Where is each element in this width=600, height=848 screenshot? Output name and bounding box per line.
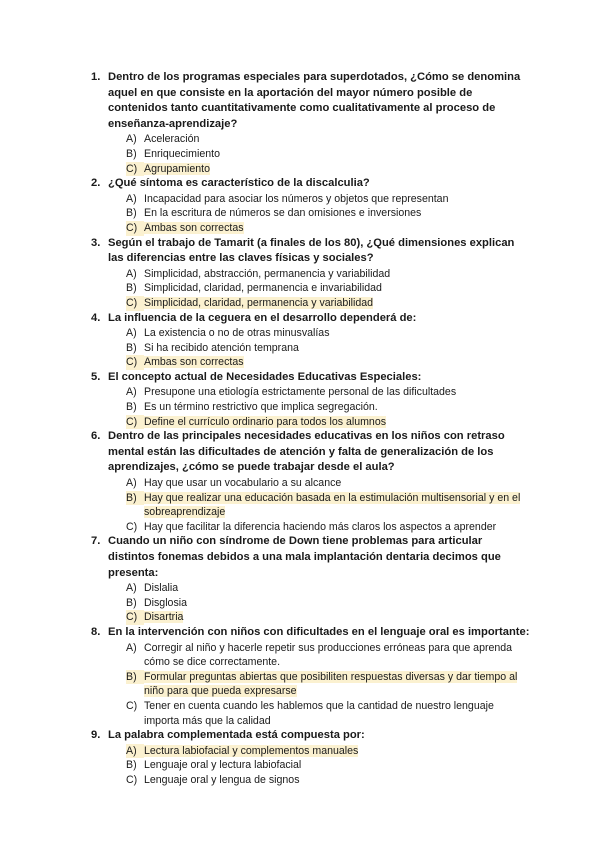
answer-option <box>126 699 531 728</box>
option-text-wrapper <box>144 206 531 221</box>
question-text: Según el trabajo de Tamarit (a finales de los 80), ¿Qué dimensiones explican las diferencias entre las claves físicas y sociales? <box>108 236 515 265</box>
question-number: 5. <box>91 370 101 383</box>
option-letter: B) <box>126 282 137 295</box>
option-text-wrapper <box>144 670 531 699</box>
question-header <box>91 728 531 744</box>
answer-option <box>126 581 531 596</box>
option-letter: C) <box>126 699 138 712</box>
answer-options <box>126 385 531 429</box>
question-number: 3. <box>91 236 101 249</box>
option-letter: A) <box>126 133 137 146</box>
answer-option <box>126 520 531 535</box>
option-letter: A) <box>126 477 137 490</box>
answer-option <box>126 596 531 611</box>
question-text: La palabra complementada está compuesta por: <box>108 729 365 742</box>
option-letter: C) <box>126 355 144 370</box>
option-text-wrapper <box>144 491 531 520</box>
option-text: Simplicidad, claridad, permanencia e invariabilidad <box>144 282 382 295</box>
option-letter: A) <box>126 582 137 595</box>
option-text: Lectura labiofacial y complementos manuales <box>144 744 359 757</box>
option-letter: B) <box>126 401 137 414</box>
option-letter: C) <box>126 610 144 625</box>
option-text-wrapper <box>144 596 531 611</box>
option-letter: C) <box>126 162 144 177</box>
option-letter: C) <box>126 773 138 786</box>
option-text: Presupone una etiología estrictamente personal de las dificultades <box>144 386 457 399</box>
option-text: Dislalia <box>144 582 179 595</box>
option-letter: A) <box>126 192 137 205</box>
question-header <box>91 176 531 192</box>
option-text-wrapper <box>144 758 531 773</box>
question-text: ¿Qué síntoma es característico de la discalculia? <box>108 177 370 190</box>
option-letter: C) <box>126 296 144 311</box>
question-3 <box>91 236 531 311</box>
question-header <box>91 534 531 581</box>
answer-option-correct <box>126 355 531 370</box>
question-header <box>91 429 531 476</box>
option-text: Tener en cuenta cuando les hablemos que la cantidad de nuestro lenguaje importa más que la calidad <box>144 699 494 727</box>
option-text: Hay que usar un vocabulario a su alcance <box>144 477 342 490</box>
option-text-wrapper <box>144 341 531 356</box>
option-text: Define el currículo ordinario para todos los alumnos <box>144 415 387 428</box>
question-1 <box>91 70 531 176</box>
answer-option <box>126 326 531 341</box>
question-text: Dentro de los programas especiales para superdotados, ¿Cómo se denomina aquel en que consiste en la aportación del mayor número posible de contenidos tanto cuantitativamente como cualitativamente al proceso de enseñanza-aprendizaje? <box>108 71 521 130</box>
option-text-wrapper <box>144 610 531 625</box>
question-number: 2. <box>91 177 101 190</box>
answer-option <box>126 147 531 162</box>
question-text: La influencia de la ceguera en el desarrollo dependerá de: <box>108 311 417 324</box>
option-letter: A) <box>126 267 137 280</box>
option-text: Formular preguntas abiertas que posibiliten respuestas diversas y dar tiempo al niño para que pueda expresarse <box>144 670 518 698</box>
option-text-wrapper <box>144 221 531 236</box>
question-text: En la intervención con niños con dificultades en el lenguaje oral es importante: <box>108 625 530 638</box>
option-letter: B) <box>126 491 144 506</box>
answer-option-correct <box>126 491 531 520</box>
question-9 <box>91 728 531 787</box>
option-text: Disglosia <box>144 596 187 609</box>
answer-option <box>126 400 531 415</box>
answer-option-correct <box>126 670 531 699</box>
option-letter: B) <box>126 207 137 220</box>
answer-option-correct <box>126 610 531 625</box>
question-4 <box>91 311 531 370</box>
option-text: Lenguaje oral y lectura labiofacial <box>144 759 302 772</box>
answer-option <box>126 132 531 147</box>
option-text: En la escritura de números se dan omisiones e inversiones <box>144 207 422 220</box>
question-8 <box>91 625 531 728</box>
option-text: Simplicidad, claridad, permanencia y variabilidad <box>144 296 374 309</box>
option-text-wrapper <box>144 147 531 162</box>
option-text: Agrupamiento <box>144 162 210 175</box>
question-5 <box>91 370 531 429</box>
option-letter: C) <box>126 221 144 236</box>
answer-options <box>126 267 531 311</box>
answer-option <box>126 641 531 670</box>
option-text: Hay que facilitar la diferencia haciendo más claros los aspectos a aprender <box>144 520 497 533</box>
option-text: Es un término restrictivo que implica segregación. <box>144 401 378 414</box>
option-letter: B) <box>126 341 137 354</box>
option-text-wrapper <box>144 520 531 535</box>
answer-option <box>126 476 531 491</box>
option-text: La existencia o no de otras minusvalías <box>144 327 330 340</box>
question-header <box>91 70 531 132</box>
option-text: Ambas son correctas <box>144 356 244 369</box>
option-text-wrapper <box>144 400 531 415</box>
option-text-wrapper <box>144 581 531 596</box>
option-text-wrapper <box>144 744 531 759</box>
answer-option <box>126 192 531 207</box>
question-text: Cuando un niño con síndrome de Down tiene problemas para articular distintos fonemas debidos a una mala implantación dentaria decimos que presenta: <box>108 535 501 579</box>
option-letter: C) <box>126 415 144 430</box>
question-number: 4. <box>91 311 101 324</box>
option-letter: C) <box>126 520 138 533</box>
answer-options <box>126 132 531 176</box>
question-number: 8. <box>91 625 101 638</box>
option-text: Enriquecimiento <box>144 147 220 160</box>
answer-options <box>126 476 531 534</box>
question-header <box>91 370 531 386</box>
option-letter: B) <box>126 759 137 772</box>
option-text-wrapper <box>144 281 531 296</box>
answer-options <box>126 581 531 625</box>
option-text: Hay que realizar una educación basada en la estimulación multisensorial y en el sobreaprendizaje <box>144 491 521 519</box>
answer-option-correct <box>126 221 531 236</box>
question-list <box>91 70 531 788</box>
answer-option-correct <box>126 296 531 311</box>
answer-options <box>126 192 531 236</box>
option-letter: A) <box>126 327 137 340</box>
question-text: Dentro de las principales necesidades educativas en los niños con retraso mental están las dificultades de atención y falta de generalización de los aprendizajes, ¿cómo se puede trabajar desde el aula? <box>108 430 505 474</box>
option-text: Incapacidad para asociar los números y objetos que representan <box>144 192 449 205</box>
question-header <box>91 236 531 267</box>
option-text: Disartria <box>144 611 184 624</box>
question-text: El concepto actual de Necesidades Educativas Especiales: <box>108 370 422 383</box>
option-text-wrapper <box>144 415 531 430</box>
answer-option <box>126 206 531 221</box>
answer-option <box>126 385 531 400</box>
option-text-wrapper <box>144 326 531 341</box>
option-text-wrapper <box>144 641 531 670</box>
answer-option <box>126 281 531 296</box>
option-text-wrapper <box>144 267 531 282</box>
option-text-wrapper <box>144 192 531 207</box>
option-letter: B) <box>126 596 137 609</box>
question-number: 1. <box>91 71 101 83</box>
answer-option <box>126 758 531 773</box>
option-letter: B) <box>126 147 137 160</box>
answer-option <box>126 267 531 282</box>
question-number: 7. <box>91 535 101 548</box>
option-text: Lenguaje oral y lengua de signos <box>144 773 300 786</box>
option-text: Simplicidad, abstracción, permanencia y variabilidad <box>144 267 391 280</box>
answer-options <box>126 641 531 729</box>
question-2 <box>91 176 531 235</box>
option-text-wrapper <box>144 132 531 147</box>
option-text-wrapper <box>144 355 531 370</box>
answer-option-correct <box>126 744 531 759</box>
question-header <box>91 311 531 327</box>
answer-option-correct <box>126 162 531 177</box>
option-text-wrapper <box>144 162 531 177</box>
question-7 <box>91 534 531 625</box>
question-number: 9. <box>91 729 101 742</box>
answer-options <box>126 326 531 370</box>
option-text-wrapper <box>144 476 531 491</box>
answer-option-correct <box>126 415 531 430</box>
question-header <box>91 625 531 641</box>
option-letter: B) <box>126 670 144 685</box>
option-text: Ambas son correctas <box>144 221 244 234</box>
option-letter: A) <box>126 641 137 654</box>
answer-option <box>126 341 531 356</box>
option-text-wrapper <box>144 296 531 311</box>
option-text-wrapper <box>144 699 531 728</box>
question-6 <box>91 429 531 534</box>
answer-options <box>126 744 531 788</box>
option-text: Corregir al niño y hacerle repetir sus producciones erróneas para que aprenda cómo se dice correctamente. <box>144 641 513 669</box>
option-text: Aceleración <box>144 133 200 146</box>
question-number: 6. <box>91 430 101 443</box>
option-text-wrapper <box>144 773 531 788</box>
option-letter: A) <box>126 744 144 759</box>
option-letter: A) <box>126 386 137 399</box>
option-text-wrapper <box>144 385 531 400</box>
option-text: Si ha recibido atención temprana <box>144 341 299 354</box>
answer-option <box>126 773 531 788</box>
